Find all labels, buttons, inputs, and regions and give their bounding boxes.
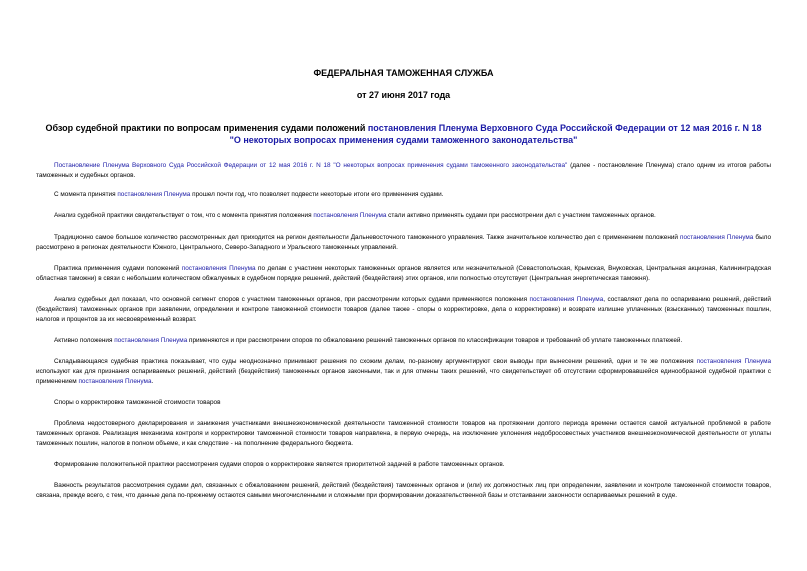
paragraph-2: С момента принятия постановления Пленума прошел почти год, что позволяет подвести некоторые итоги его применения судами.: [54, 191, 444, 198]
paragraph-10: Проблема недостоверного декларирования и занижения участниками внешнеэкономической деятельности таможенной стоимости товаров на протяжении долгого периода времени остается самой актуальной проблемой в работе таможенных органов. Реализация механизма контроля и корректировки таможенной стоимости товаров направлена, в первую очередь, на исключение уклонения недобросовестных участников внешнеэкономической деятельности от уплаты таможенных пошлин, налогов в полном объеме, и как следствие - на пополнение федерального бюджета.: [36, 420, 771, 447]
link-resolution[interactable]: постановления Пленума: [114, 337, 188, 344]
paragraph-4: Традиционно самое большое количество рассмотренных дел приходится на регион деятельности Дальневосточного таможенного управления. Также значительное количество дел с применением положений постановления Пленума было рассмотрено в регионах деятельности Южного, Центрального, Северо-Западного и Уральского таможенных управлений.: [36, 234, 772, 251]
link-resolution[interactable]: постановления Пленума: [117, 191, 191, 198]
title-text: Обзор судебной практики по вопросам применения судами положений: [45, 123, 368, 133]
link-resolution[interactable]: постановления Пленума: [181, 265, 256, 272]
link-resolution[interactable]: постановления Пленума: [313, 212, 387, 219]
link-resolution[interactable]: Постановление Пленума Верховного Суда Российской Федерации от 12 мая 2016 г. N 18 "О некоторых вопросах применения судами таможенного законодательства": [54, 162, 568, 169]
link-resolution[interactable]: постановления Пленума: [680, 234, 754, 241]
organization-heading: ФЕДЕРАЛЬНАЯ ТАМОЖЕННАЯ СЛУЖБА: [313, 68, 494, 78]
document-date: от 27 июня 2017 года: [356, 90, 451, 100]
paragraph-8: Складывающаяся судебная практика показывает, что суды неоднозначно принимают решения по схожим делам, по-разному аргументируют свои выводы при вынесении решений, одни и те же положения постановления Пленума используют как для признания оспариваемых решений, действий (бездействия) таможенных органов законными, так и для отмены таких решений, что свидетельствует об отсутствии сформировавшейся единообразной судебной практики с применением постановления Пленума.: [36, 358, 772, 385]
title-link[interactable]: постановления Пленума Верховного Суда Российской Федерации от 12 мая 2016 г. N 18 "О некоторых вопросах применения судами таможенного законодательства": [229, 123, 762, 145]
document-body: [36, 161, 771, 501]
paragraph-12: Важность результатов рассмотрения судами дел, связанных с обжалованием решений, действий (бездействия) таможенных органов и (или) их должностных лиц при определении, заявлении и контроле таможенной стоимости товаров, связана, прежде всего, с тем, что данные дела по-прежнему остаются самыми многочисленными и сложными при формировании доказательственной базы и отстаивании законности оспариваемых решений в суде.: [36, 482, 771, 499]
paragraph-5: Практика применения судами положений постановления Пленума по делам с участием некоторых таможенных органов является или незначительной (Севастопольская, Крымская, Внуковская, Центральная акцизная, Калининградская областная таможни) в связи с небольшим количеством обжалуемых в судебном порядке решений, действий (бездействия) этих органов, или полностью отсутствует (Центральная энергетическая таможня).: [36, 265, 771, 282]
link-resolution[interactable]: постановления Пленума: [696, 358, 772, 365]
link-resolution[interactable]: постановления Пленума: [529, 296, 604, 303]
paragraph-7: Активно положения постановления Пленума применяются и при рассмотрении споров по обжалованию решений таможенных органов по классификации товаров и требований об уплате таможенных платежей.: [54, 337, 683, 344]
link-resolution[interactable]: постановления Пленума: [78, 378, 152, 385]
paragraph-6: Анализ судебных дел показал, что основной сегмент споров с участием таможенных органов, при рассмотрении которых судами применяются положения постановления Пленума, составляют дела по оспариванию решений, действий (бездействия) таможенных органов при заявлении, определении и контроле таможенной стоимости товаров (далее также - споры о корректировке, дела о корректировке) и возврате излишне уплаченных (взысканных) таможенных пошлин, налогов и процентов за их несвоевременный возврат.: [36, 296, 771, 323]
paragraph-3: Анализ судебной практики свидетельствует о том, что с момента принятия положения постановления Пленума стали активно применять судами при рассмотрении дел с участием таможенных органов.: [54, 212, 656, 219]
document-title: [40, 122, 767, 146]
paragraph-1: Постановление Пленума Верховного Суда Российской Федерации от 12 мая 2016 г. N 18 "О некоторых вопросах применения судами таможенного законодательства" (далее - постановление Пленума) стало одним из итогов работы таможенных и судебных органов.: [36, 162, 772, 179]
section-heading: Споры о корректировке таможенной стоимости товаров: [54, 399, 221, 406]
paragraph-11: Формирование положительной практики рассмотрения судами споров о корректировке является приоритетной задачей в работе таможенных органов.: [54, 461, 505, 468]
